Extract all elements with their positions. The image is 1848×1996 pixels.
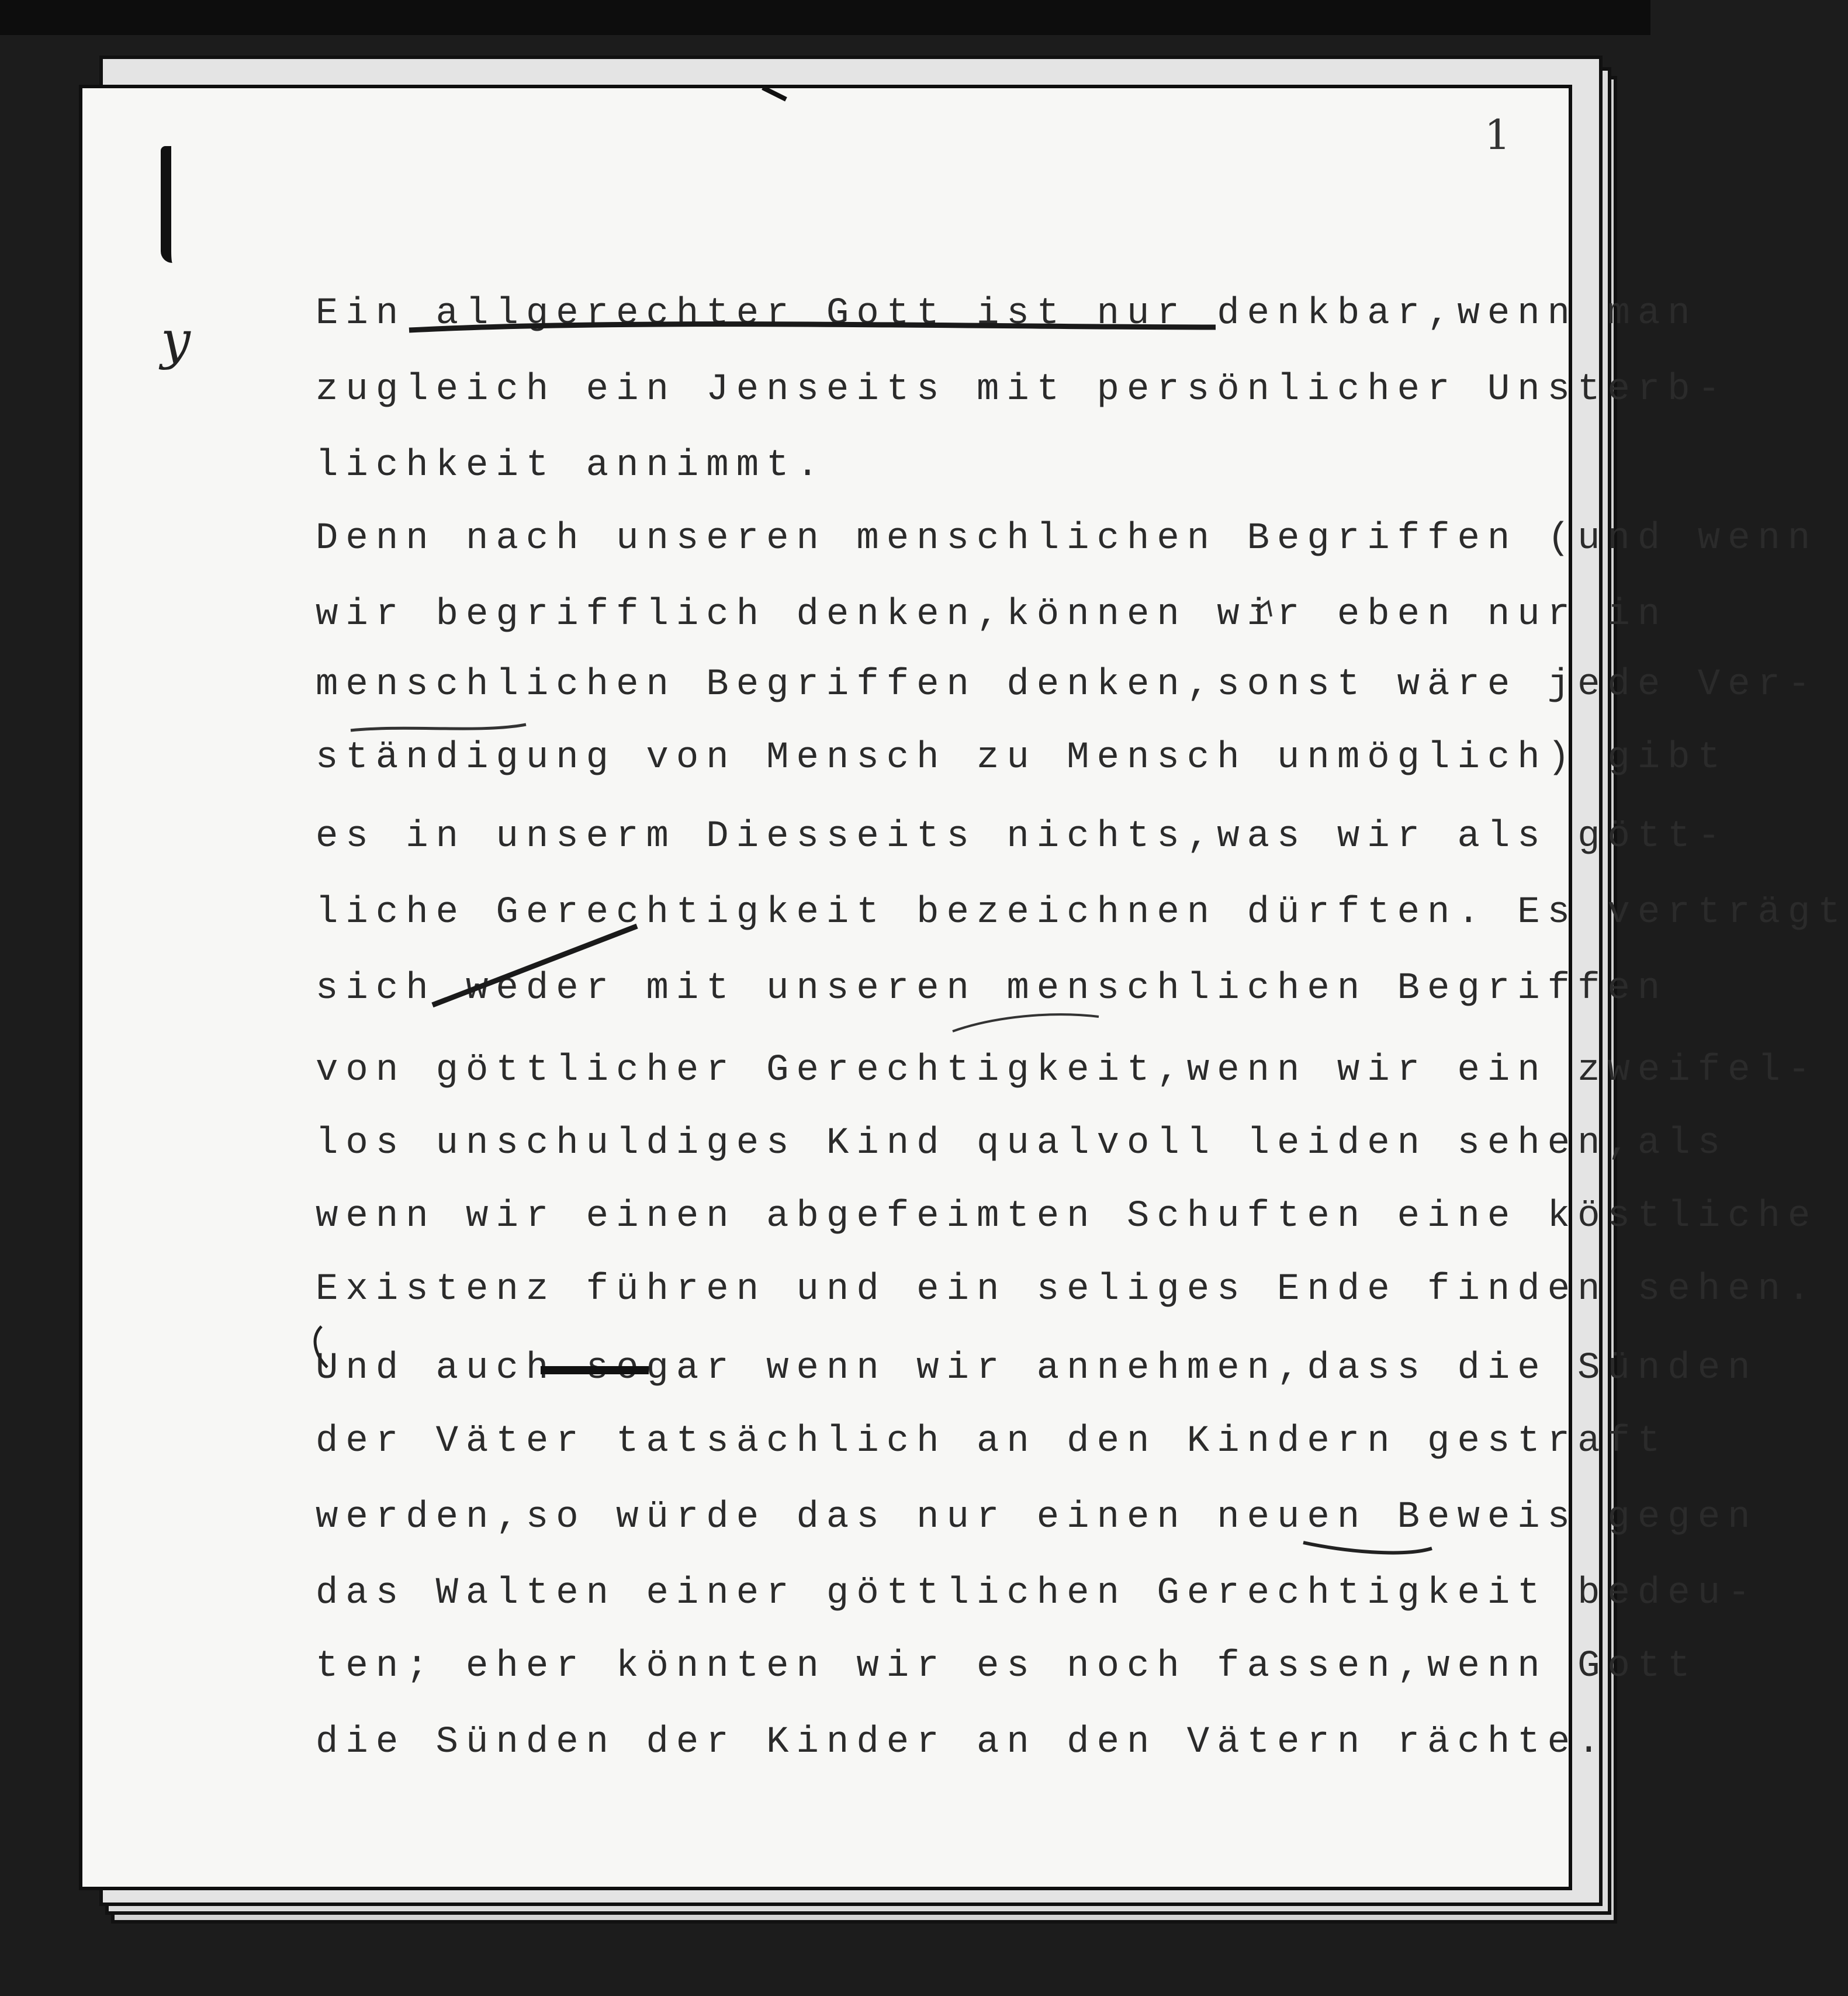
text-line: werden,so würde das nur einen neuen Beweis gegen — [316, 1496, 1758, 1538]
text-line: von göttlicher Gerechtigkeit,wenn wir ein zweifel- — [316, 1049, 1818, 1091]
text-line: die Sünden der Kinder an den Vätern rächte. — [316, 1721, 1608, 1763]
text-line: liche Gerechtigkeit bezeichnen dürften. Es verträgt — [316, 892, 1848, 934]
text-line: lichkeit annimmt. — [316, 445, 826, 487]
text-line: menschlichen Begriffen denken,sonst wäre jede Ver- — [316, 664, 1818, 706]
margin-mark: y — [161, 310, 191, 371]
text-line: Existenz führen und ein seliges Ende finden sehen. — [316, 1269, 1818, 1311]
text-line: ständigung von Mensch zu Mensch unmöglich) gibt — [316, 737, 1728, 779]
strike-weder — [432, 926, 637, 1005]
underline-gegen — [1303, 1543, 1432, 1553]
text-line: wir begrifflich denken,können wir eben nur in — [316, 594, 1668, 636]
page-number: 1 — [1484, 111, 1511, 159]
caret-mark — [1257, 602, 1271, 616]
text-line: ten; eher könnten wir es noch fassen,wenn Gott — [316, 1645, 1698, 1687]
text-line: zugleich ein Jenseits mit persönlicher Unsterb- — [316, 369, 1728, 411]
bracket-mark — [315, 1326, 327, 1367]
text-line: der Väter tatsächlich an den Kindern gestraft — [316, 1420, 1668, 1463]
text-line: sich weder mit unseren menschlichen Begriffen — [316, 968, 1668, 1010]
text-line: es in unserm Diesseits nichts,was wir als gött- — [316, 816, 1728, 858]
text-line: los unschuldiges Kind qualvoll leiden sehen,als — [316, 1122, 1728, 1165]
text-line: Ein allgerechter Gott ist nur denkbar,wenn man — [316, 293, 1698, 335]
text-line: Und auch sogar wenn wir annehmen,dass die Sünden — [316, 1347, 1758, 1389]
margin-scribble — [953, 1014, 1099, 1031]
top-dash-mark — [763, 88, 786, 99]
text-line: wenn wir einen abgefeimten Schuften eine köstliche — [316, 1195, 1818, 1238]
underline-menschlichen — [351, 725, 526, 730]
text-line: das Walten einer göttlichen Gerechtigkeit bedeu- — [316, 1572, 1758, 1614]
underline-allgerechter — [409, 324, 1216, 330]
text-line: Denn nach unseren menschlichen Begriffen (und wenn — [316, 518, 1818, 560]
